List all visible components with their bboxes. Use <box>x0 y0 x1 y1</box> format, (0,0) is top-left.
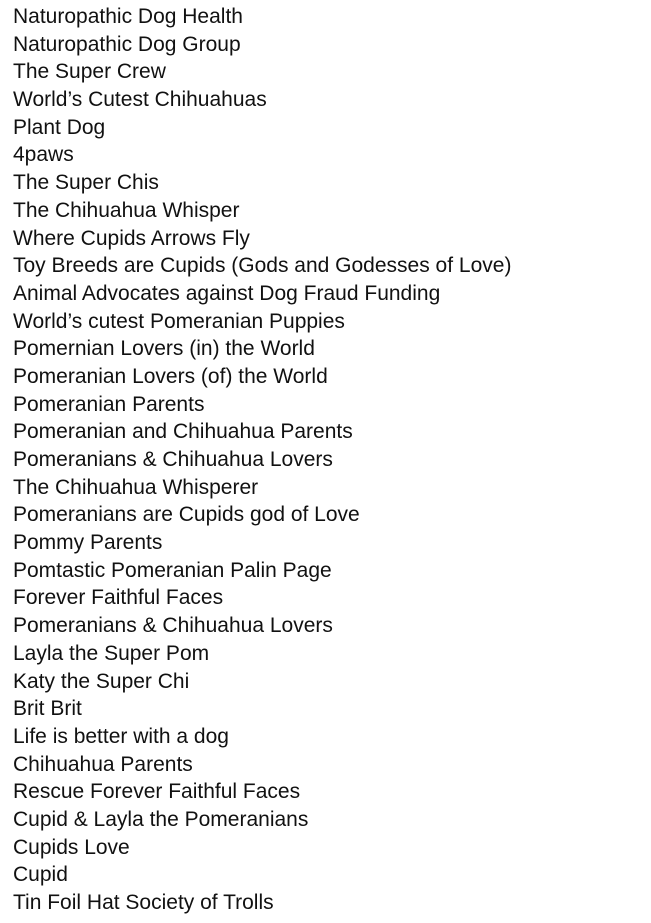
list-item: Pomernian Lovers (in) the World <box>13 337 315 361</box>
list-item: Life is better with a dog <box>13 724 229 748</box>
list-item: The Chihuahua Whisperer <box>13 475 259 499</box>
list-item: Toy Breeds are Cupids (Gods and Godesses of Love) <box>13 254 512 278</box>
list-item: Plant Dog <box>13 115 106 139</box>
list-item: The Chihuahua Whisper <box>13 198 240 222</box>
list-item: Katy the Super Chi <box>13 669 190 693</box>
list-item: The Super Crew <box>13 60 166 84</box>
list-item: Pomeranians are Cupids god of Love <box>13 503 360 527</box>
list-item: World’s Cutest Chihuahuas <box>13 88 267 112</box>
list-item: The Super Chis <box>13 171 159 195</box>
list-item: Animal Advocates against Dog Fraud Funding <box>13 281 441 305</box>
list-item: Pomeranian Lovers (of) the World <box>13 364 328 388</box>
list-item: Where Cupids Arrows Fly <box>13 226 250 250</box>
list-item: 4paws <box>13 143 74 167</box>
list-item: Cupid <box>13 863 68 887</box>
list-item: Pomeranians & Chihuahua Lovers <box>13 614 333 638</box>
list-item: Cupids Love <box>13 835 130 859</box>
list-item: Pomeranian and Chihuahua Parents <box>13 420 353 444</box>
list-item: World’s cutest Pomeranian Puppies <box>13 309 345 333</box>
list-item: Pommy Parents <box>13 531 163 555</box>
list-item: Pomeranians & Chihuahua Lovers <box>13 448 333 471</box>
list-item: Layla the Super Pom <box>13 641 210 665</box>
list-item: Tin Foil Hat Society of Trolls <box>13 891 274 914</box>
list-item: Chihuahua Parents <box>13 752 193 776</box>
list-item: Forever Faithful Faces <box>13 586 224 610</box>
list-item: Pomtastic Pomeranian Palin Page <box>13 558 332 582</box>
list-item: Naturopathic Dog Group <box>13 32 241 56</box>
page-list <box>13 3 643 917</box>
list-item: Rescue Forever Faithful Faces <box>13 780 301 804</box>
list-item: Cupid & Layla the Pomeranians <box>13 807 309 831</box>
list-item: Brit Brit <box>13 697 82 721</box>
list-item: Pomeranian Parents <box>13 392 205 416</box>
list-item: Naturopathic Dog Health <box>13 5 243 28</box>
